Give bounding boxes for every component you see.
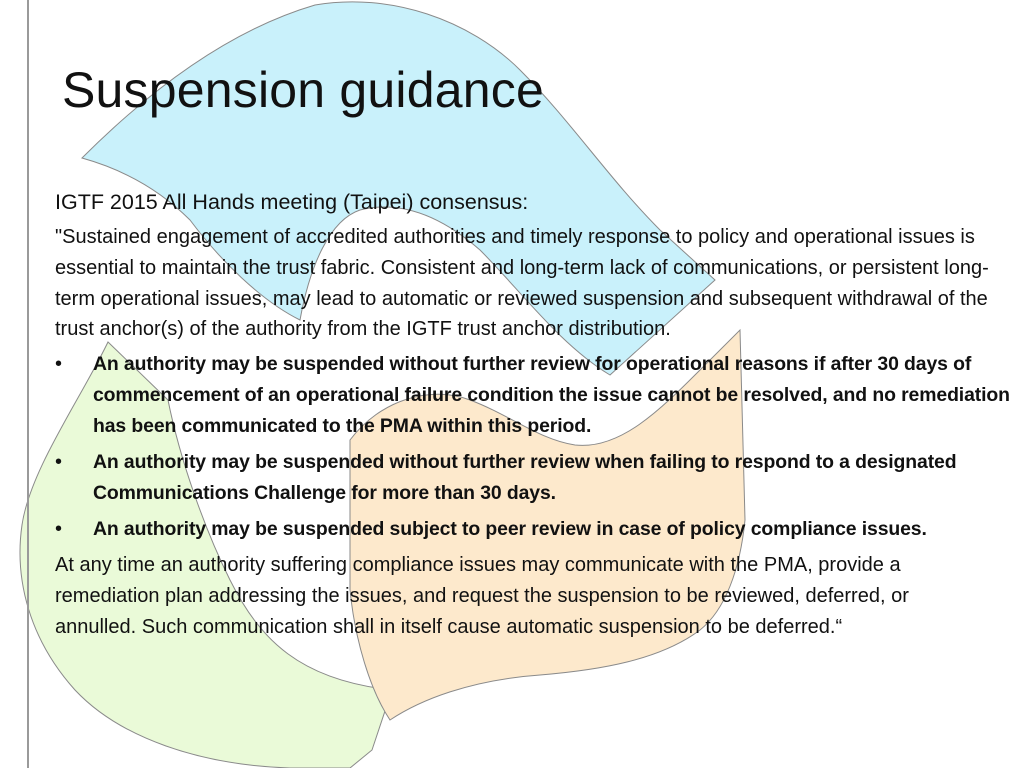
slide-body [55, 186, 1015, 643]
quote-paragraph-2: At any time an authority suffering compliance issues may communicate with the PMA, provide a remediation plan addressing the issues, and request the suspension to be reviewed, deferred, or annulled. Such communication shall in itself cause automatic suspension to be deferred.“ [55, 554, 909, 638]
bullet-marker: • [55, 518, 62, 541]
bullet-item [55, 514, 1015, 545]
bullet-text: An authority may be suspended subject to peer review in case of policy compliance issues. [93, 518, 927, 541]
page-title: Suspension guidance [62, 62, 544, 118]
bullet-item [55, 349, 1015, 442]
left-vertical-rule [27, 0, 29, 768]
bullet-marker: • [55, 451, 62, 474]
intro-line: IGTF 2015 All Hands meeting (Taipei) consensus: [55, 190, 529, 214]
bullet-marker: • [55, 353, 62, 376]
bullet-list [55, 349, 1015, 545]
bullet-text: An authority may be suspended without further review when failing to respond to a designated Communications Challenge for more than 30 days. [93, 451, 957, 505]
bullet-text: An authority may be suspended without further review for operational reasons if after 30 days of commencement of an operational failure condition the issue cannot be resolved, and no remediation has been communicated to the PMA within this period. [93, 353, 1010, 438]
quote-paragraph-1: "Sustained engagement of accredited authorities and timely response to policy and operational issues is essential to maintain the trust fabric. Consistent and long-term lack of communications, or persistent long-term operational issues, may lead to automatic or reviewed suspension and subsequent withdrawal of the trust anchor(s) of the authority from the IGTF trust anchor distribution. [55, 226, 989, 341]
bullet-item [55, 447, 1015, 509]
